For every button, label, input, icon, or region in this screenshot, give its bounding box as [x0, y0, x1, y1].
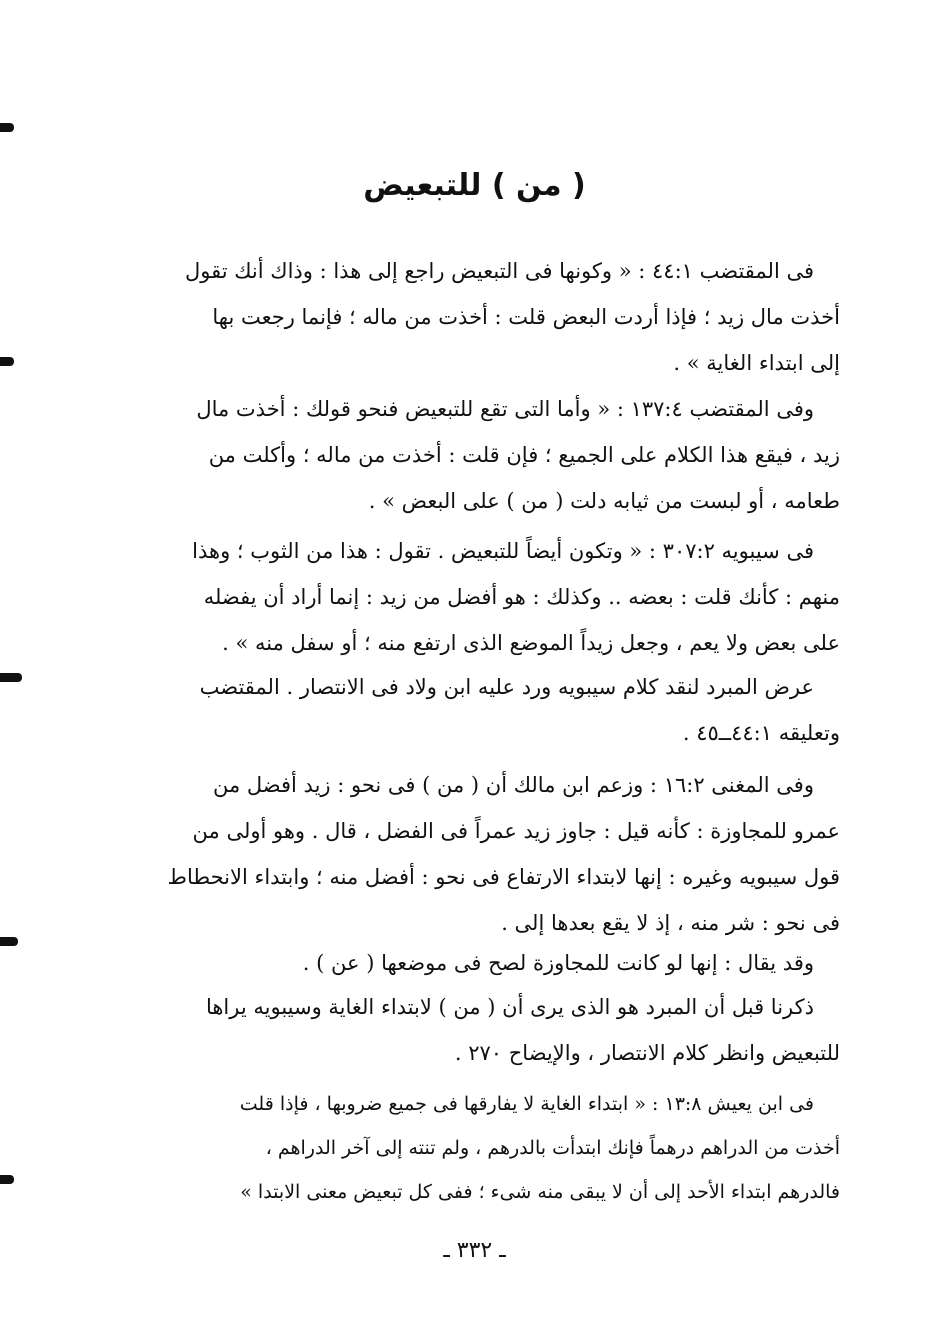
scan-edge-mark — [0, 673, 22, 682]
paragraph — [118, 940, 840, 986]
text-line: وفى المقتضب ١٣٧:٤ : « وأما التى تقع للتبعيض فنحو قولك : أخذت مال — [196, 397, 814, 421]
text-line: زيد ، فيقع هذا الكلام على الجميع ؛ فإن قلت : أخذت من ماله ؛ وأكلت من — [208, 443, 840, 467]
paragraph — [118, 1082, 840, 1214]
page-number: ـ ٣٣٢ ـ — [443, 1238, 506, 1263]
text-line: طعامه ، أو لبست من ثيابه دلت ( من ) على البعض » . — [368, 489, 840, 513]
text-line: أخذت مال زيد ؛ فإذا أردت البعض قلت : أخذت من ماله ؛ فإنما رجعت بها — [212, 305, 840, 329]
paragraph — [118, 386, 840, 524]
text-line: وقد يقال : إنها لو كانت للمجاوزة لصح فى موضعها ( عن ) . — [302, 951, 814, 975]
text-line: فى المقتضب ٤٤:١ : « وكونها فى التبعيض راجع إلى هذا : وذاك أنك تقول — [184, 259, 814, 283]
paragraph — [118, 762, 840, 946]
text-line: منهم : كأنك قلت : بعضه .. وكذلك : هو أفضل من زيد : إنما أراد أن يفضله — [203, 585, 840, 609]
text-line: إلى ابتداء الغاية » . — [673, 351, 840, 375]
text-line: عرض المبرد لنقد كلام سيبويه ورد عليه ابن ولاد فى الانتصار . المقتضب — [199, 675, 814, 699]
page-title: ( من ) للتبعيض — [363, 168, 586, 203]
text-line: عمرو للمجاوزة : كأنه قيل : جاوز زيد عمراً فى الفضل ، قال . وهو أولى من — [192, 819, 840, 843]
text-line: على بعض ولا يعم ، وجعل زيداً الموضع الذى ارتفع منه ؛ أو سفل منه » . — [222, 631, 840, 655]
text-line: ذكرنا قبل أن المبرد هو الذى يرى أن ( من ) لابتداء الغاية وسيبويه يراها — [205, 995, 814, 1019]
scan-edge-mark — [0, 937, 18, 946]
scan-edge-mark — [0, 357, 14, 366]
paragraph — [118, 664, 840, 756]
text-line: فى سيبويه ٣٠٧:٢ : « وتكون أيضاً للتبعيض . تقول : هذا من الثوب ؛ وهذا — [192, 539, 814, 563]
scan-edge-mark — [0, 1175, 14, 1184]
text-line: فى نحو : شر منه ، إذ لا يقع بعدها إلى . — [501, 911, 840, 935]
text-line: وتعليقه ٤٤:١ــ٤٥ . — [682, 721, 840, 745]
paragraph — [118, 984, 840, 1076]
text-line: وفى المغنى ١٦:٢ : وزعم ابن مالك أن ( من ) فى نحو : زيد أفضل من — [212, 773, 814, 797]
text-line: أخذت من الدراهم درهماً فإنك ابتدأت بالدرهم ، ولم تنته إلى آخر الدراهم ، — [265, 1137, 840, 1159]
text-line: قول سيبويه وغيره : إنها لابتداء الارتفاع فى نحو : أفضل منه ؛ وابتداء الانحطاط — [167, 865, 840, 889]
paragraph — [118, 248, 840, 386]
paragraph — [118, 528, 840, 666]
scan-edge-mark — [0, 123, 14, 132]
text-line: فالدرهم ابتداء الأحد إلى أن لا يبقى منه شىء ؛ ففى كل تبعيض معنى الابتدا » — [240, 1181, 840, 1203]
text-line: فى ابن يعيش ١٣:٨ : « ابتداء الغاية لا يفارقها فى جميع ضروبها ، فإذا قلت — [239, 1093, 814, 1115]
text-line: للتبعيض وانظر كلام الانتصار ، والإيضاح ٢٧٠ . — [454, 1041, 840, 1065]
